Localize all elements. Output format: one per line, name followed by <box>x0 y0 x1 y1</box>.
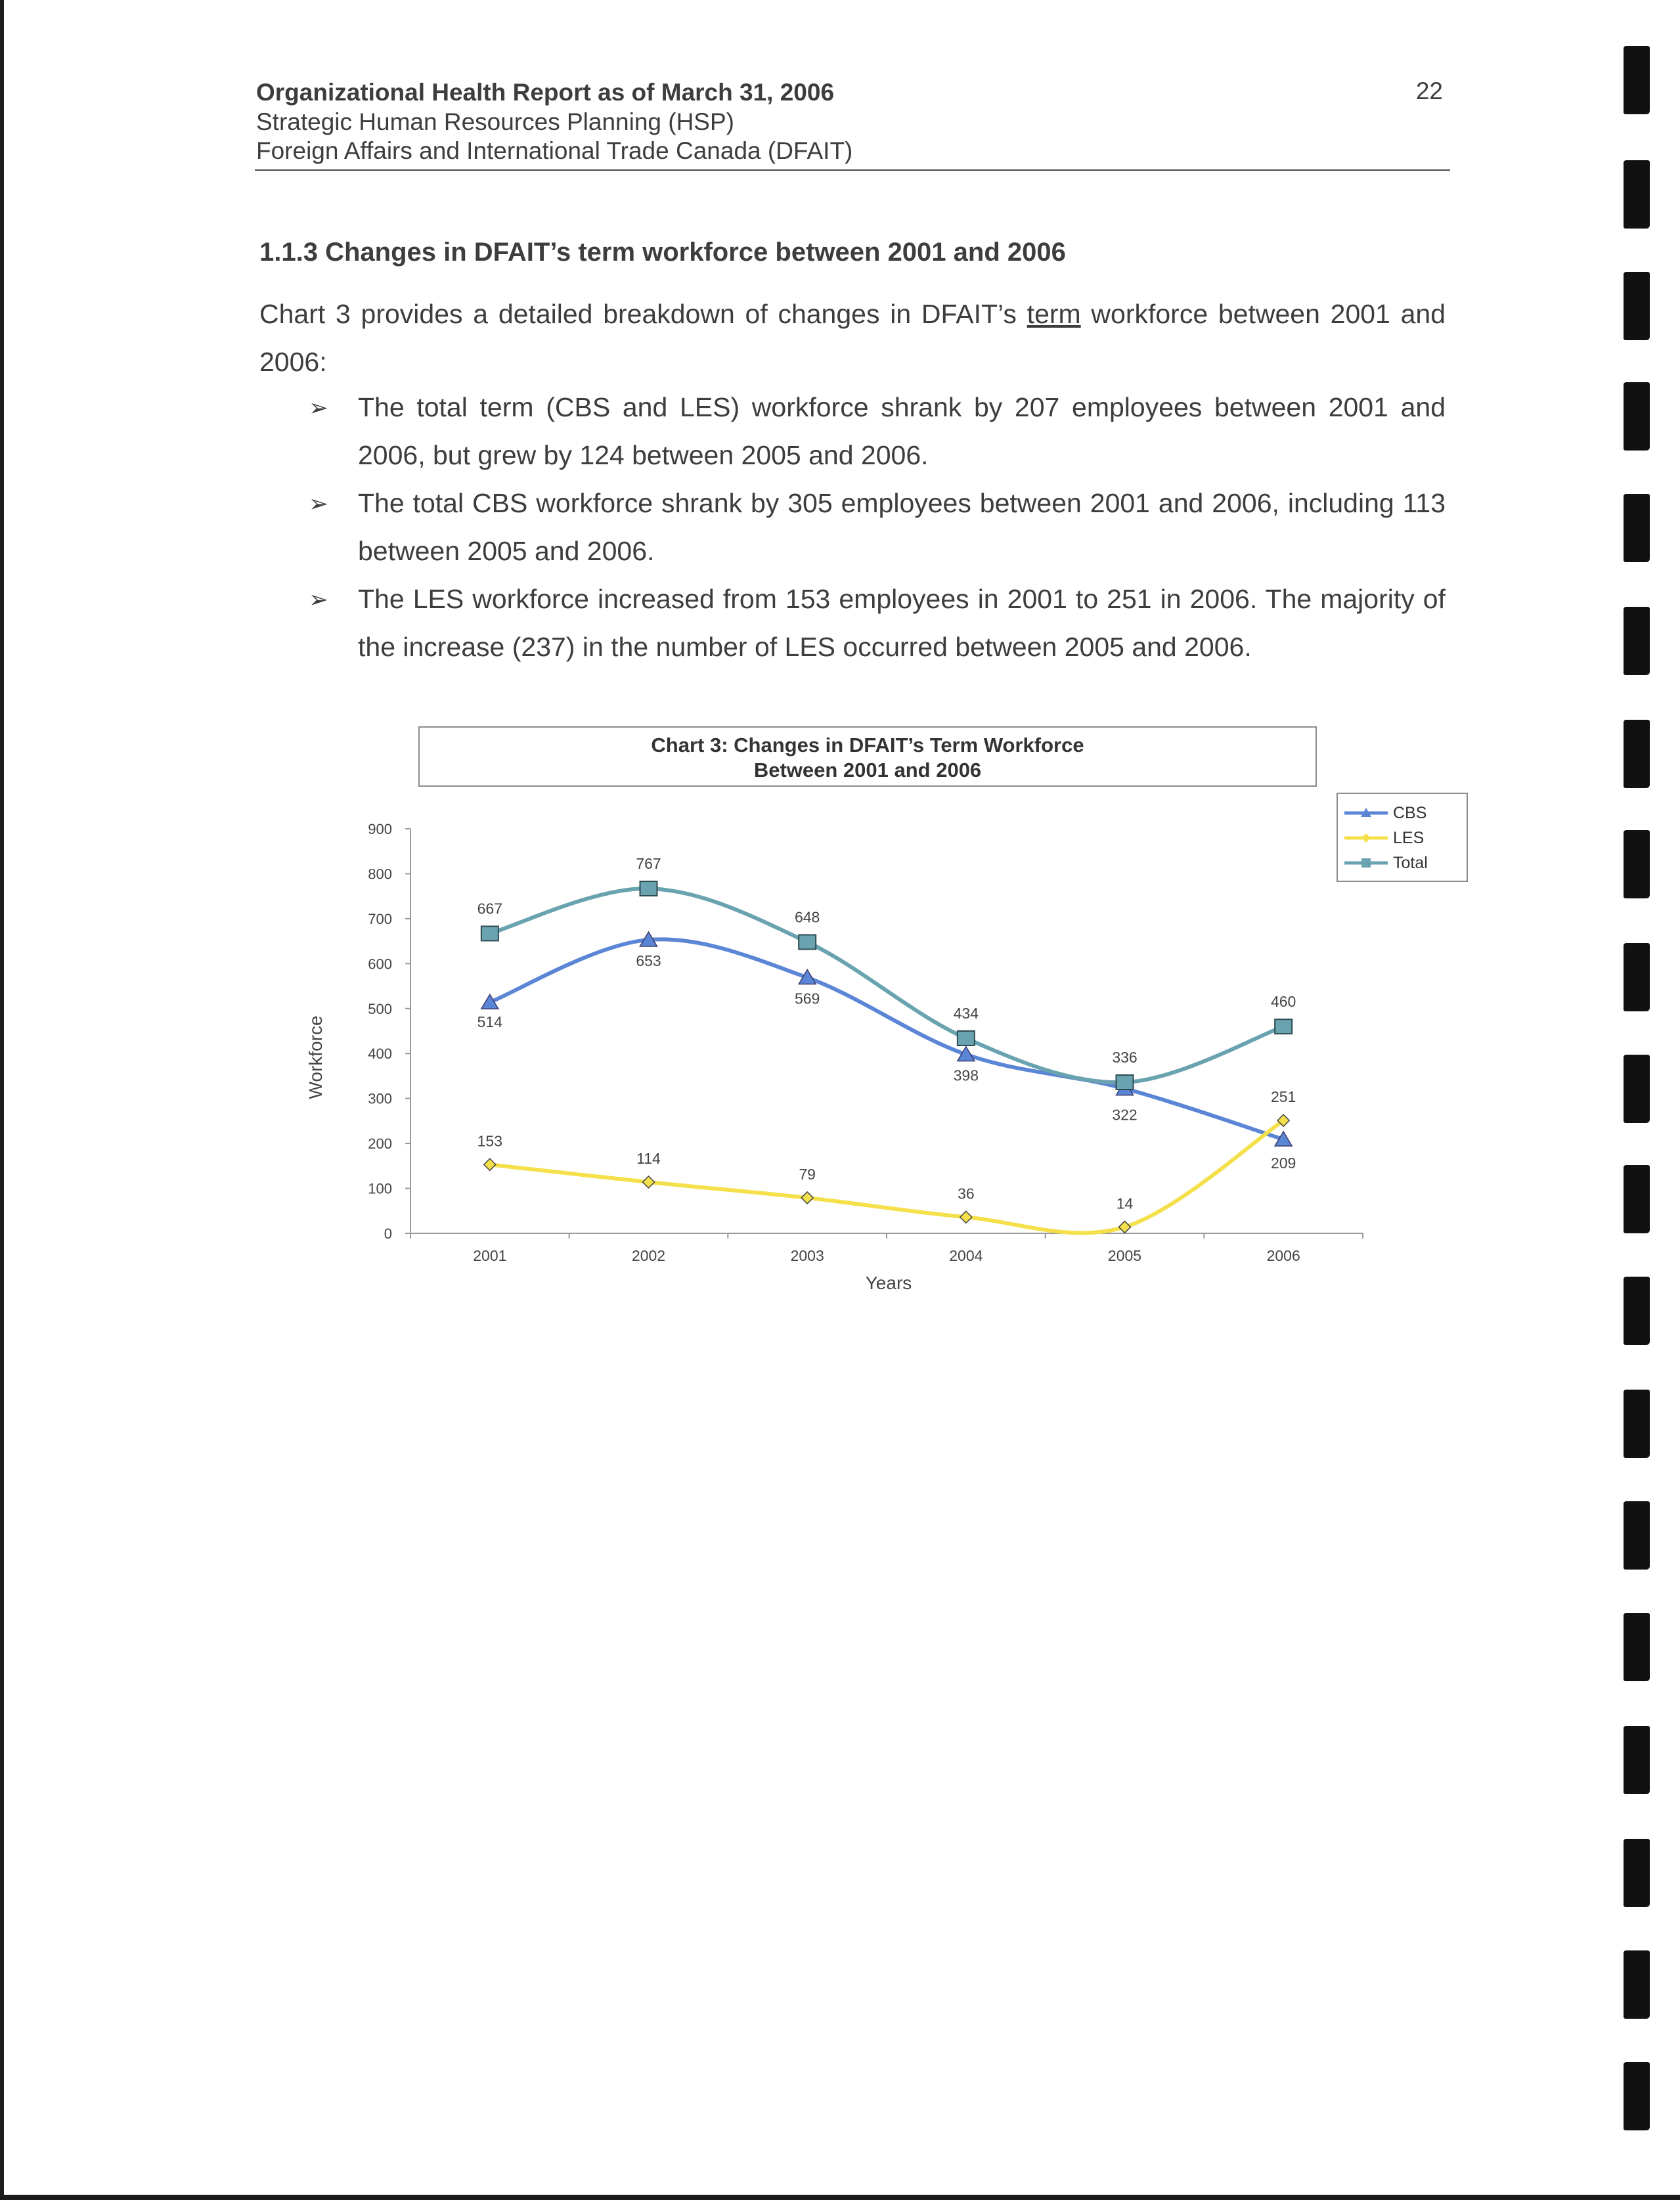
data-label-cbs: 569 <box>794 990 820 1007</box>
intro-text-end: workforce between 2001 and 2006: <box>259 299 1446 377</box>
page-number: 22 <box>1415 77 1443 104</box>
data-label-les: 114 <box>636 1149 661 1167</box>
arrow-bullet-icon: ➢ <box>309 490 329 517</box>
binder-hole <box>1624 1501 1650 1570</box>
binder-hole <box>1624 943 1650 1011</box>
legend-label-les: LES <box>1393 828 1425 847</box>
binder-hole <box>1624 1055 1650 1123</box>
x-tick-label: 2002 <box>631 1247 666 1264</box>
series-line-total <box>490 889 1283 1082</box>
data-label-les: 79 <box>799 1165 816 1183</box>
binder-hole <box>1624 1950 1650 2019</box>
x-tick-label: 2005 <box>1107 1247 1142 1264</box>
series-line-les <box>490 1120 1283 1233</box>
section-heading: 1.1.3 Changes in DFAIT’s term workforce between 2001 and 2006 <box>259 238 1066 267</box>
x-tick-label: 2004 <box>949 1247 983 1264</box>
data-point-les <box>801 1192 813 1204</box>
line-chart <box>282 808 1379 1313</box>
y-tick-label: 900 <box>368 821 392 837</box>
binder-holes <box>1624 0 1663 2200</box>
y-tick-label: 300 <box>368 1090 392 1107</box>
y-axis-title: Workforce <box>305 1015 326 1099</box>
binder-hole <box>1624 160 1650 229</box>
data-point-total <box>1275 1019 1292 1034</box>
y-tick-label: 800 <box>368 866 392 883</box>
binder-hole <box>1624 272 1650 340</box>
data-label-total: 767 <box>636 855 661 873</box>
y-tick-label: 700 <box>368 910 392 927</box>
binder-hole <box>1624 494 1650 562</box>
data-point-les <box>1119 1221 1131 1233</box>
data-label-les: 14 <box>1116 1195 1134 1212</box>
y-tick-label: 200 <box>368 1135 392 1153</box>
x-tick-label: 2003 <box>790 1247 824 1264</box>
data-point-les <box>484 1158 496 1170</box>
intro-paragraph <box>259 290 1446 386</box>
binder-hole <box>1624 720 1650 788</box>
scan-bottom-edge <box>0 2195 1680 2200</box>
bullet-text: The total term (CBS and LES) workforce shrank by 207 employees between 2001 and 2006, but grew by 124 between 2005 and 2006. <box>358 392 1446 470</box>
binder-hole <box>1624 1839 1650 1907</box>
binder-hole <box>1624 1277 1650 1345</box>
list-item <box>309 479 1446 575</box>
binder-hole <box>1624 1726 1650 1794</box>
data-label-cbs: 514 <box>477 1013 503 1031</box>
header-subtitle: Strategic Human Resources Planning (HSP) <box>256 108 734 135</box>
data-label-cbs: 653 <box>636 952 661 970</box>
data-point-total <box>799 935 816 949</box>
arrow-bullet-icon: ➢ <box>309 394 329 421</box>
legend-label-total: Total <box>1393 853 1428 872</box>
binder-hole <box>1624 1165 1650 1233</box>
data-point-les <box>643 1176 655 1188</box>
data-label-cbs: 322 <box>1112 1106 1138 1124</box>
chart-title-box <box>418 726 1317 787</box>
intro-text: Chart 3 provides a detailed breakdown of changes in DFAIT’s <box>259 299 1027 329</box>
data-label-cbs: 209 <box>1270 1154 1296 1172</box>
data-label-les: 153 <box>477 1132 503 1150</box>
y-tick-label: 0 <box>384 1225 392 1242</box>
binder-hole <box>1624 2062 1650 2130</box>
data-point-total <box>958 1031 975 1045</box>
intro-underlined-word: term <box>1027 299 1081 329</box>
data-label-total: 460 <box>1270 993 1296 1011</box>
y-tick-label: 500 <box>368 1000 392 1017</box>
binder-hole <box>1624 46 1650 114</box>
y-tick-label: 600 <box>368 956 392 973</box>
binder-hole <box>1624 382 1650 451</box>
chart-title-line2: Between 2001 and 2006 <box>753 759 982 781</box>
list-item <box>309 575 1446 671</box>
data-label-total: 648 <box>794 908 820 926</box>
binder-hole <box>1624 830 1650 898</box>
series-line-cbs <box>490 939 1283 1139</box>
legend-label-cbs: CBS <box>1393 803 1427 822</box>
x-tick-label: 2006 <box>1266 1247 1300 1264</box>
x-axis-title: Years <box>865 1273 912 1293</box>
data-label-total: 434 <box>953 1004 979 1022</box>
page-header <box>256 77 1448 165</box>
y-tick-label: 100 <box>368 1180 392 1197</box>
bullet-text: The total CBS workforce shrank by 305 employees between 2001 and 2006, including 113 between 2005 and 2006. <box>358 488 1446 566</box>
bullet-list <box>309 384 1446 671</box>
header-department: Foreign Affairs and International Trade Canada (DFAIT) <box>256 137 853 164</box>
data-label-total: 667 <box>477 900 503 917</box>
binder-hole <box>1624 1613 1650 1681</box>
binder-hole <box>1624 1390 1650 1458</box>
data-point-total <box>640 881 657 896</box>
binder-hole <box>1624 607 1650 675</box>
x-tick-label: 2001 <box>473 1247 507 1264</box>
arrow-bullet-icon: ➢ <box>309 586 329 613</box>
data-label-les: 36 <box>958 1185 975 1202</box>
header-divider <box>255 169 1450 171</box>
data-point-total <box>481 926 498 940</box>
data-label-total: 336 <box>1112 1049 1138 1067</box>
data-label-les: 251 <box>1270 1088 1296 1106</box>
header-title: Organizational Health Report as of March 31, 2006 <box>256 79 835 106</box>
data-point-les <box>960 1211 972 1223</box>
y-tick-label: 400 <box>368 1045 392 1063</box>
data-label-cbs: 398 <box>953 1067 979 1084</box>
chart-title-line1: Chart 3: Changes in DFAIT’s Term Workforce <box>651 734 1084 757</box>
list-item <box>309 384 1446 479</box>
bullet-text: The LES workforce increased from 153 employees in 2001 to 251 in 2006. The majority of the increase (237) in the number of LES occurred between 2005 and 2006. <box>358 584 1446 662</box>
data-point-total <box>1116 1075 1134 1089</box>
scan-left-edge <box>0 0 4 2200</box>
